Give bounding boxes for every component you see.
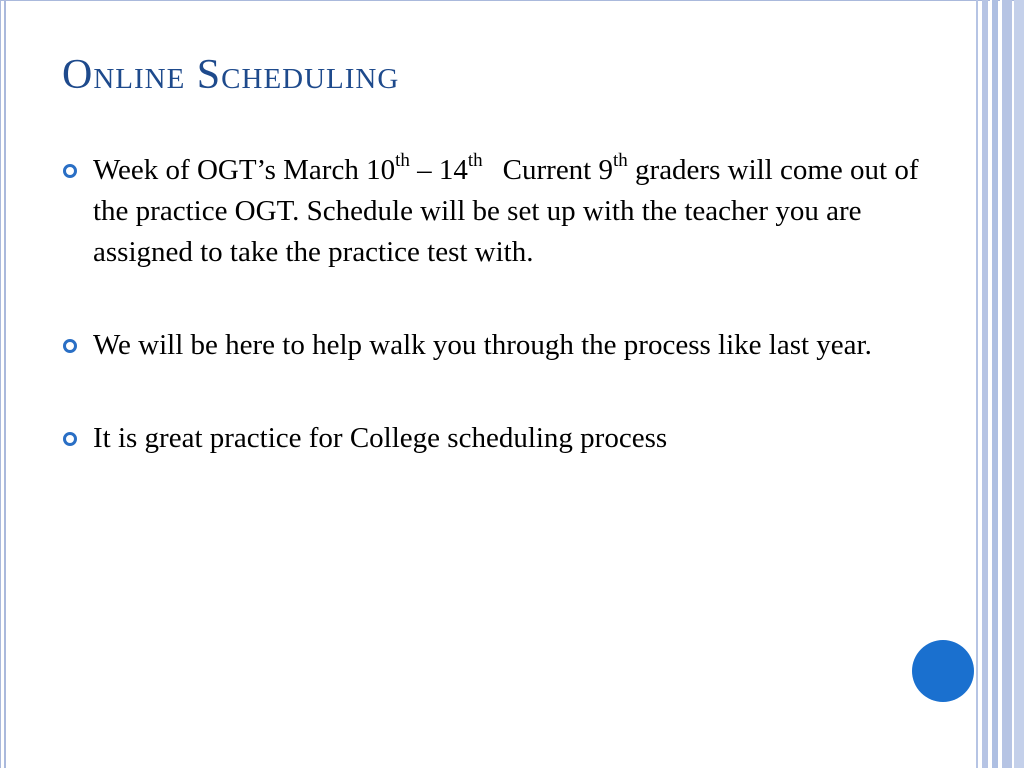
bullet-text-part: graders will come out of the practice OGT. Schedule will be set up with the teacher you are assigned to take the practice test with.: [93, 154, 919, 268]
bullet-text: [93, 150, 919, 268]
decorative-circle: [912, 640, 974, 702]
bullet-item-help: [62, 325, 942, 366]
left-border: [0, 0, 1, 768]
bullet-text-part: Current 9: [502, 154, 613, 186]
bullet-text-part: – 14: [409, 154, 468, 186]
superscript: th: [395, 150, 410, 172]
bullet-ring-icon: [63, 432, 77, 446]
superscript: th: [613, 150, 628, 172]
bullet-item-practice: [62, 418, 942, 459]
superscript: th: [467, 150, 483, 172]
bullet-text-part: Week of OGT’s March 10: [93, 154, 396, 186]
bullet-item-ogt-week: [62, 150, 942, 273]
bullet-ring-icon: [63, 339, 77, 353]
left-border-inner: [4, 0, 6, 768]
right-stripe: [982, 0, 988, 768]
bullet-text: We will be here to help walk you through the process like last year.: [93, 329, 872, 361]
bullet-text: It is great practice for College scheduling process: [93, 422, 668, 454]
right-stripe: [1002, 0, 1012, 768]
right-stripe: [1014, 0, 1024, 768]
slide-title: Online Scheduling: [62, 52, 400, 98]
top-border: [0, 0, 1024, 1]
right-stripe: [992, 0, 998, 768]
bullet-ring-icon: [63, 164, 77, 178]
bullet-list: [62, 150, 942, 511]
right-stripe: [976, 0, 978, 768]
